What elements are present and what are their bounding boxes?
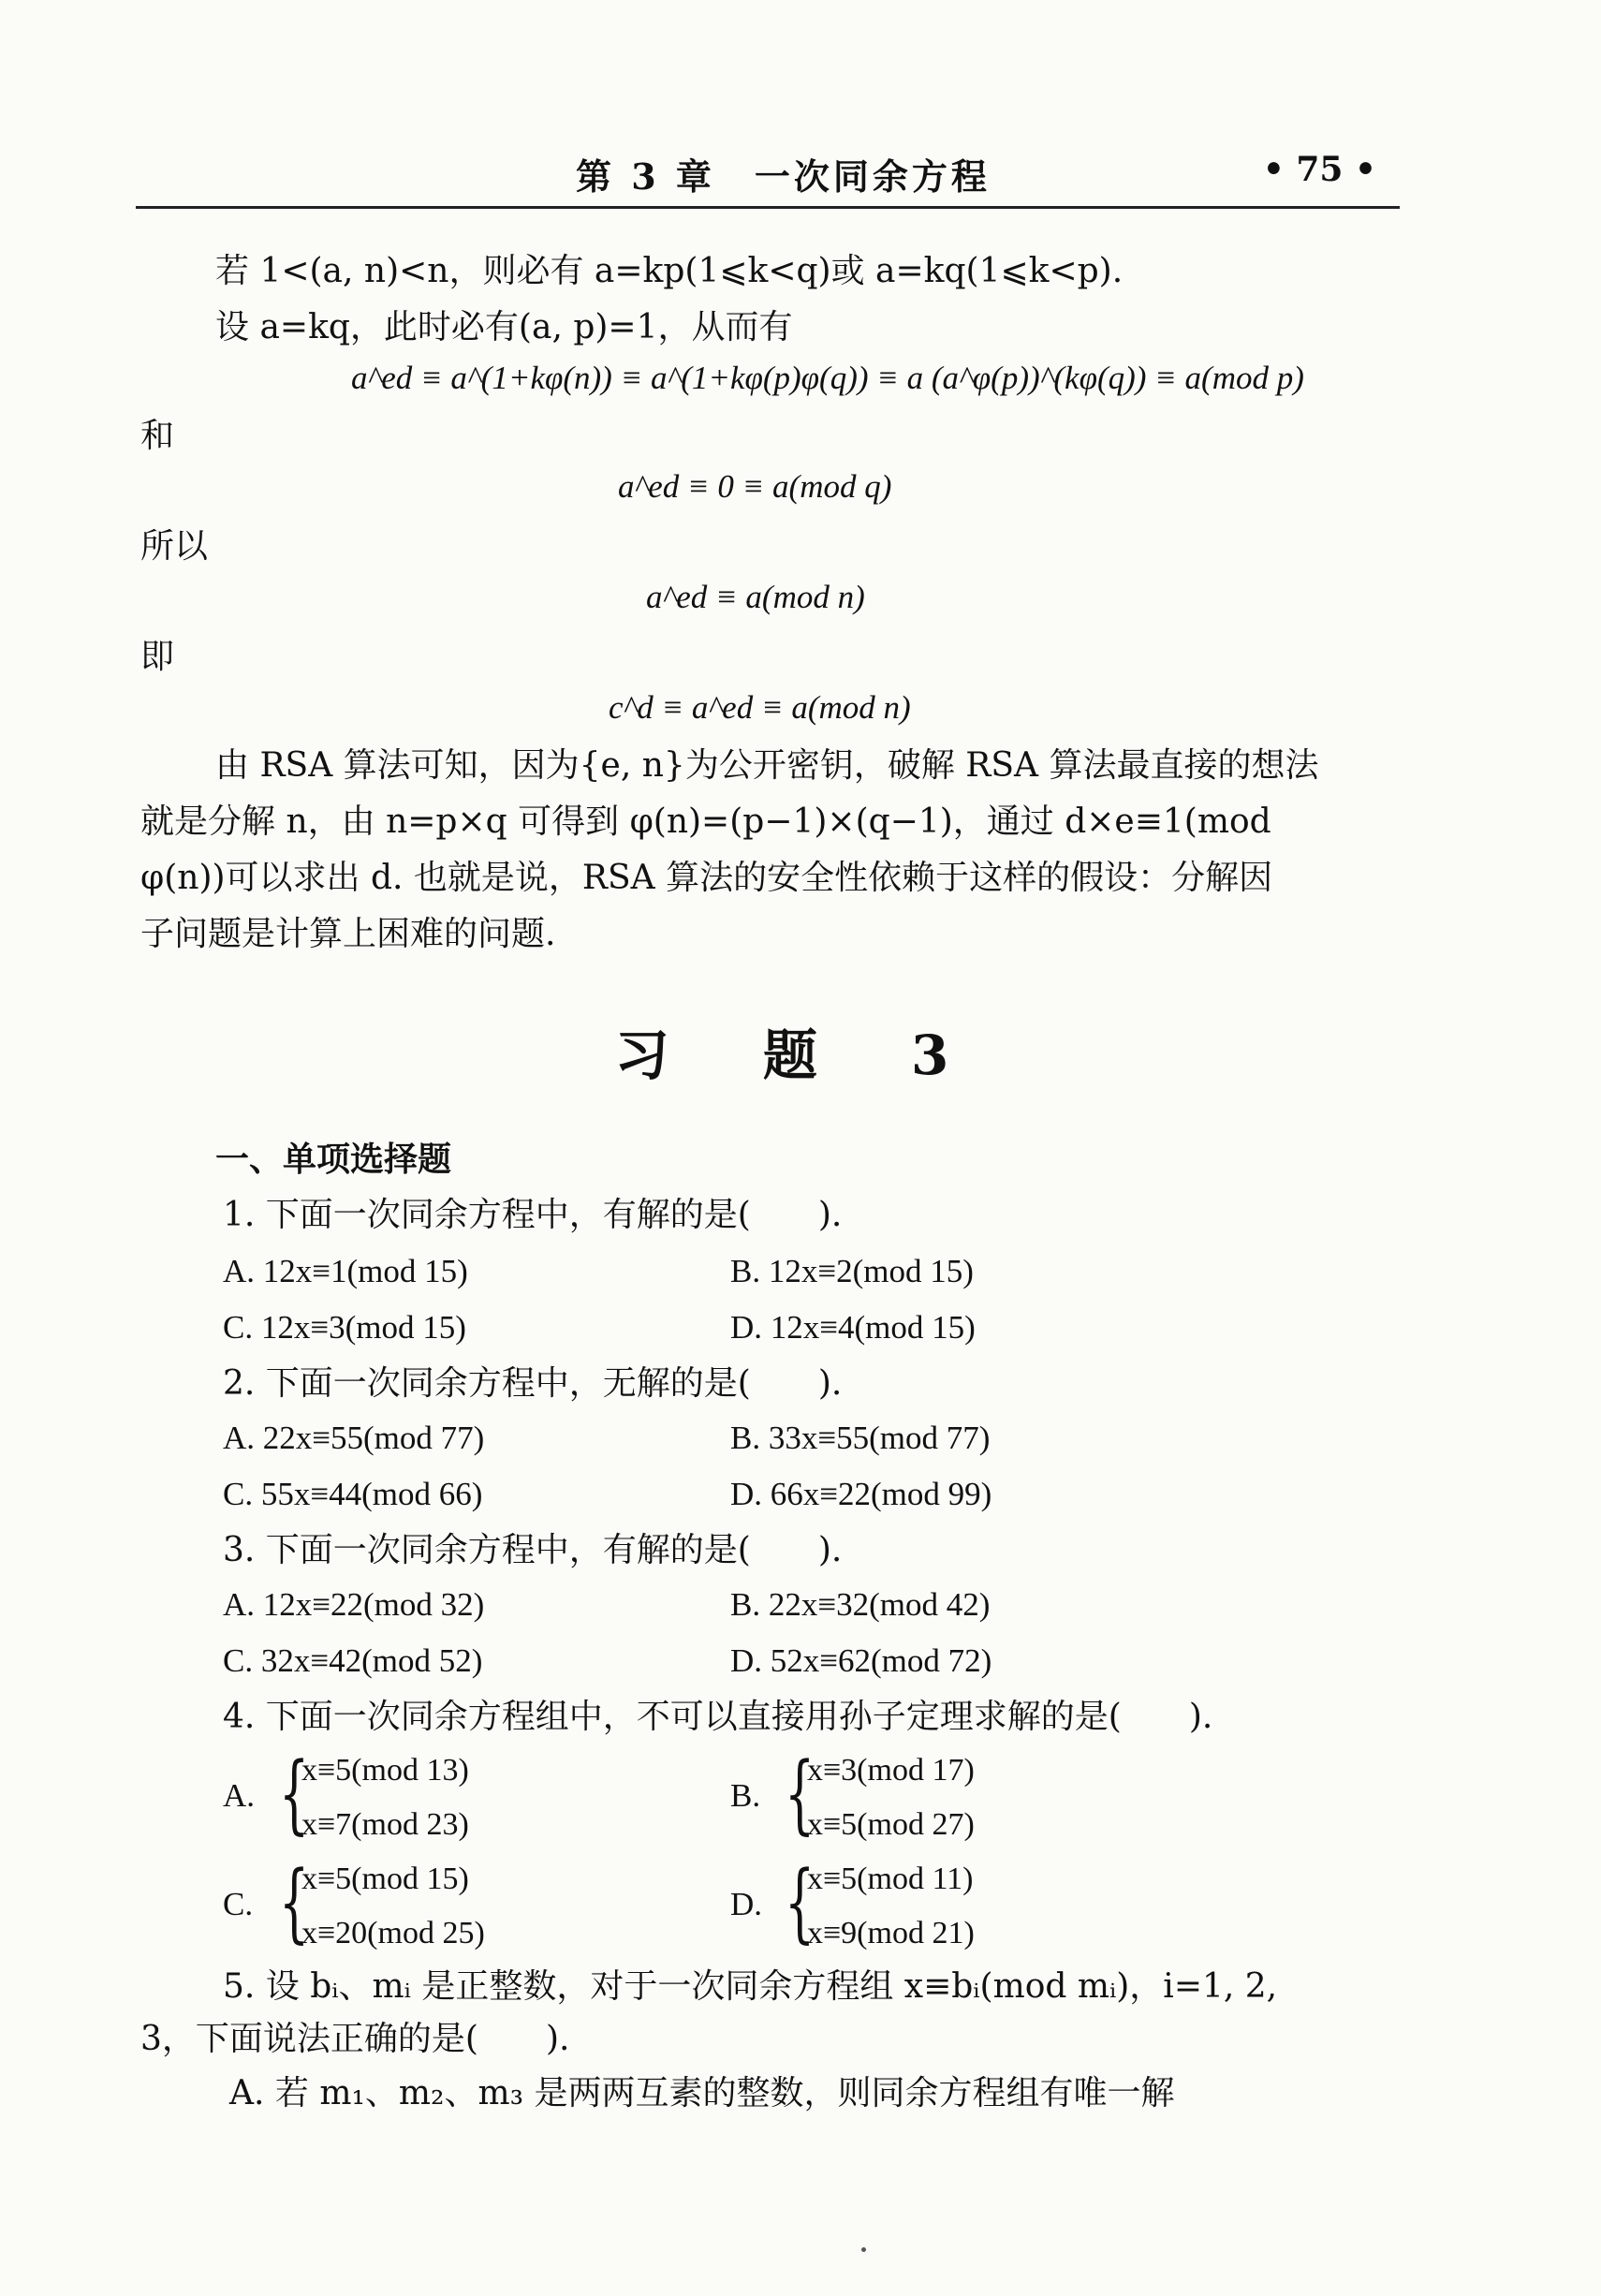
equation-1: a^ed ≡ a^(1+kφ(n)) ≡ a^(1+kφ(p)φ(q)) ≡ a (a^φ(p))^(kφ(q)) ≡ a(mod p) <box>351 360 1304 396</box>
equation-2: a^ed ≡ 0 ≡ a(mod q) <box>618 468 892 505</box>
q4-option-c-eq1: x≡5(mod 15) <box>301 1862 469 1896</box>
q4-option-c-label: C. <box>223 1886 254 1922</box>
q1-option-a: A. 12x≡1(mod 15) <box>223 1253 468 1289</box>
q4-option-d-brace: { <box>785 1852 815 1952</box>
page-dot <box>861 2247 866 2252</box>
paragraph-line-1: 由 RSA 算法可知，因为{e, n}为公开密钥，破解 RSA 算法最直接的想法 <box>215 746 1319 785</box>
q4-option-c-brace: { <box>279 1852 310 1952</box>
page-header <box>136 140 1400 209</box>
q2-option-a: A. 22x≡55(mod 77) <box>223 1420 485 1456</box>
q2-option-b: B. 33x≡55(mod 77) <box>730 1420 991 1456</box>
paragraph-line-4: 子问题是计算上困难的问题. <box>140 915 556 953</box>
q4-option-a-eq2: x≡7(mod 23) <box>301 1807 469 1842</box>
word-so: 所以 <box>140 527 209 566</box>
q4-option-c-eq2: x≡20(mod 25) <box>301 1916 485 1950</box>
equation-3: a^ed ≡ a(mod n) <box>646 579 865 615</box>
q5-stem-line-1: 5. 设 bᵢ、mᵢ 是正整数，对于一次同余方程组 x≡bᵢ(mod mᵢ)，i=1, 2, <box>223 1967 1278 2006</box>
q4-option-b-label: B. <box>730 1777 761 1814</box>
chapter-title: 第 3 章 一次同余方程 <box>576 155 991 198</box>
q1-option-c: C. 12x≡3(mod 15) <box>223 1309 466 1346</box>
q4-option-d-eq1: x≡5(mod 11) <box>807 1862 974 1896</box>
q3-option-a: A. 12x≡22(mod 32) <box>223 1586 485 1623</box>
q3-stem: 3. 下面一次同余方程中，有解的是( ). <box>223 1531 843 1569</box>
q4-option-b-eq1: x≡3(mod 17) <box>807 1753 975 1788</box>
q3-option-c: C. 32x≡42(mod 52) <box>223 1642 483 1679</box>
q2-option-d: D. 66x≡22(mod 99) <box>730 1476 992 1512</box>
word-ie: 即 <box>140 638 175 676</box>
exercise-title: 习 题 3 <box>614 1023 987 1087</box>
q3-option-b: B. 22x≡32(mod 42) <box>730 1586 991 1623</box>
q4-option-b-brace: { <box>785 1744 815 1844</box>
q1-option-d: D. 12x≡4(mod 15) <box>730 1309 976 1346</box>
body-line-1: 若 1<(a, n)<n，则必有 a=kp(1⩽k<q)或 a=kq(1⩽k<p). <box>215 252 1124 290</box>
paragraph-line-3: φ(n))可以求出 d. 也就是说，RSA 算法的安全性依赖于这样的假设：分解因 <box>140 859 1273 897</box>
q2-stem: 2. 下面一次同余方程中，无解的是( ). <box>223 1364 843 1403</box>
q3-option-d: D. 52x≡62(mod 72) <box>730 1642 992 1679</box>
q1-option-b: B. 12x≡2(mod 15) <box>730 1253 974 1289</box>
q4-option-b-eq2: x≡5(mod 27) <box>807 1807 975 1842</box>
equation-4: c^d ≡ a^ed ≡ a(mod n) <box>609 689 911 726</box>
word-and: 和 <box>140 417 175 455</box>
page-number: • 75 • <box>1262 150 1376 189</box>
q4-option-d-eq2: x≡9(mod 21) <box>807 1916 975 1950</box>
q2-option-c: C. 55x≡44(mod 66) <box>223 1476 483 1512</box>
q5-option-a: A. 若 m₁、m₂、m₃ 是两两互素的整数，则同余方程组有唯一解 <box>229 2074 1175 2112</box>
q4-option-a-eq1: x≡5(mod 13) <box>301 1753 469 1788</box>
q4-stem: 4. 下面一次同余方程组中，不可以直接用孙子定理求解的是( ). <box>223 1698 1213 1736</box>
paragraph-line-2: 就是分解 n，由 n=p×q 可得到 φ(n)=(p−1)×(q−1)，通过 d×e≡1(mod <box>140 802 1271 841</box>
body-line-2: 设 a=kq，此时必有(a, p)=1，从而有 <box>215 308 793 346</box>
q1-stem: 1. 下面一次同余方程中，有解的是( ). <box>223 1196 843 1234</box>
q4-option-d-label: D. <box>730 1886 763 1922</box>
q4-option-a-label: A. <box>223 1777 256 1814</box>
q4-option-a-brace: { <box>279 1744 310 1844</box>
q5-stem-line-2: 3，下面说法正确的是( ). <box>140 2020 570 2058</box>
section-heading: 一、单项选择题 <box>215 1140 452 1179</box>
